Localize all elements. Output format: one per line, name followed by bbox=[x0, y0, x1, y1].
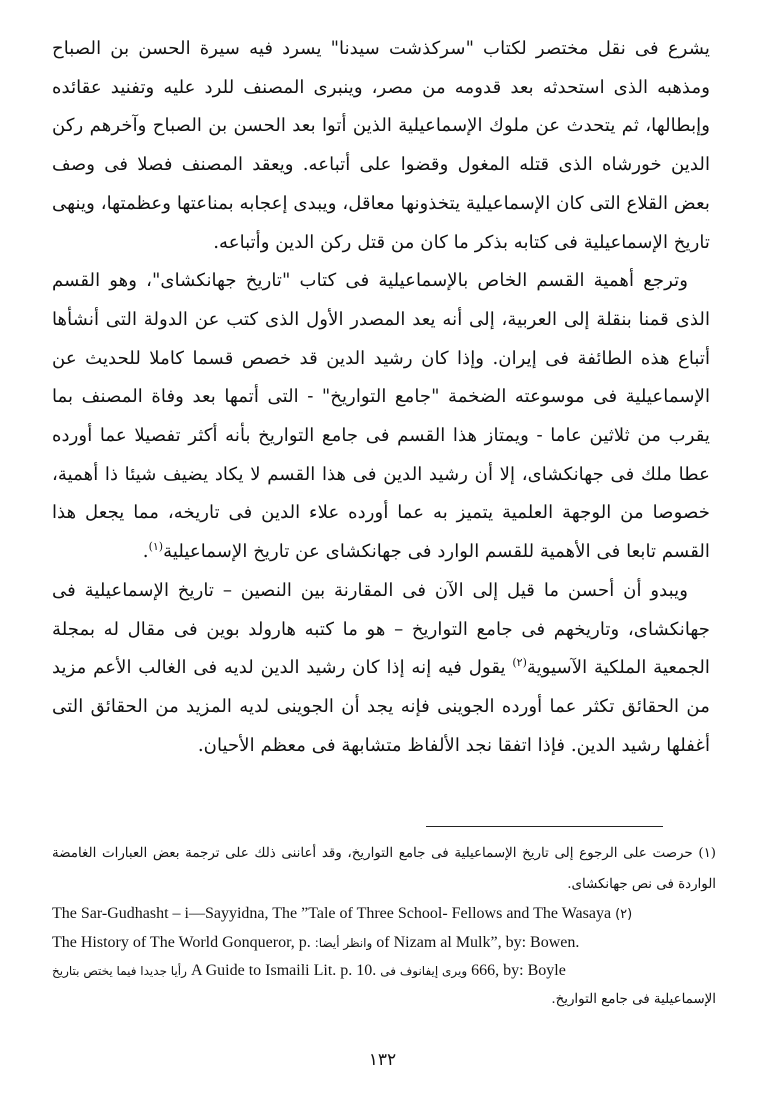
paragraph-2: وترجع أهمية القسم الخاص بالإسماعيلية فى كتاب "تاريخ جهانكشاى"، وهو القسم الذى قمنا بنقلة إلى العربية، إلى أنه يعد المصدر الأول الذى كتب عن الدولة التى أنشأها أتباع هذه الطائفة فى إيران. وإذا كان رشيد الدين قد خصص قسما كاملا للحديث عن الإسماعيلية فى موسوعته الضخمة "جامع التواريخ" - التى أتمها بعد وفاة المصنف بما يقرب من ثلاثين عاما - ويمتاز هذا القسم فى جامع التواريخ بأنه أكثر تفصيلا عما أورده عطا ملك فى جهانكشاى، إلا أن رشيد الدين فى هذا القسم لا يكاد يضيف شيئا ذا أهمية، خصوصا من الوجهة العلمية يتميز به عما أورده علاء الدين فى تاريخه، مما يجعل هذا القسم تابعا فى الأهمية للقسم الوارد فى جهانكشاى عن تاريخ الإسماعيلية$^{(١)}$. bbox=[52, 270, 710, 563]
footnote-2-line-4: الإسماعيلية فى جامع التواريخ. bbox=[551, 992, 716, 1007]
footnote-2-text-3-end: 666, by: Boyle bbox=[471, 962, 566, 979]
footnote-2-text-2b: of Nizam al Mulk”, by: Bowen. bbox=[376, 934, 580, 951]
footnote-1: (١) حرصت على الرجوع إلى تاريخ الإسماعيلية فى جامع التواريخ، وقد أعاننى ذلك على ترجمة بعض العبارات الغامضة الواردة فى نص جهانكشاى. bbox=[52, 846, 716, 892]
footnote-2-text-1: The Sar-Gudhasht – i—Sayyidna, The ”Tale of Three School- Fellows and The Wasaya bbox=[52, 905, 612, 922]
paragraph-3-text-b: يقول فيه إنه إذا كان رشيد الدين لديه فى الغالب الأعم مزيد من الحقائق تكثر عما أورده الجوينى فإنه يجد أن الجوينى لديه المزيد من الحقائق التى أغفلها رشيد الدين. فإذا اتفقا نجد الألفاظ متشابهة فى معظم الأحيان. bbox=[52, 657, 710, 756]
footnote-2-line-2 bbox=[52, 929, 716, 957]
footnote-2-marker: (٢) bbox=[615, 907, 633, 922]
page-number: ١٣٢ bbox=[368, 1050, 397, 1070]
footnote-ref-2: (٢) bbox=[512, 656, 527, 670]
footnote-ref-1: (١) bbox=[148, 540, 164, 554]
footnote-2-line-1 bbox=[52, 900, 716, 929]
paragraph-1: يشرع فى نقل مختصر لكتاب "سركذشت سيدنا" يسرد فيه سيرة الحسن بن الصباح ومذهبه الذى استحدثه بعد قدومه من مصر، وينبرى المصنف للرد عليه وتفنيد عقائده وإبطالها، ثم يتحدث عن ملوك الإسماعيلية الذين أتوا بعد الحسن بن الصباح وآخرهم ركن الدين خورشاه الذى قتله المغول وقضوا على أتباعه. ويعقد المصنف فصلا فى وصف بعض القلاع التى كان الإسماعيلية يتخذونها معاقل، ويبدى إعجابه بمناعتها وعظمتها، وينهى تاريخ الإسماعيلية فى كتابه بذكر ما كان من قتل ركن الدين وأتباعه. bbox=[52, 38, 710, 253]
main-text-block bbox=[52, 30, 710, 765]
footnote-2-text-3-ar: رأيا جديدا فيما يختص بتاريخ bbox=[52, 964, 187, 978]
paragraph-3 bbox=[52, 572, 710, 766]
paragraph-3-text-a: ويبدو أن أحسن ما قيل إلى الآن فى المقارنة بين النصين – تاريخ الإسماعيلية فى جهانكشاى، وتاريخهم فى جامع التواريخ – هو ما كتبه هارولد بوين فى مقال له بمجلة الجمعية الملكية الآسيوية bbox=[52, 579, 710, 679]
footnote-2-text-3-ltr: A Guide to Ismaili Lit. p. 10. bbox=[190, 962, 377, 979]
paragraph-2-text: وترجع أهمية القسم الخاص بالإسماعيلية فى كتاب "تاريخ جهانكشاى"، وهو القسم الذى قمنا بنقلة إلى العربية، إلى أنه يعد المصدر الأول الذى كتب عن الدولة التى أنشأها أتباع هذه الطائفة فى إيران. وإذا كان رشيد الدين قد خصص قسما كاملا للحديث عن الإسماعيلية فى موسوعته الضخمة "جامع التواريخ" - التى أتمها بعد وفاة المصنف بما يقرب من ثلاثين عاما - ويمتاز هذا القسم فى جامع التواريخ بأنه أكثر تفصيلا عما أورده عطا ملك فى جهانكشاى، إلا أن رشيد الدين فى هذا القسم لا يكاد يضيف شيئا ذا أهمية، خصوصا من الوجهة العلمية يتميز به عما أورده علاء الدين فى تاريخه، مما يجعل هذا القسم تابعا فى الأهمية للقسم الوارد فى جهانكشاى عن تاريخ الإسماعيلية bbox=[52, 270, 710, 563]
footnote-2-text-2-ar: وانظر أيضا: bbox=[314, 936, 373, 950]
footnote-2-line-3 bbox=[52, 957, 716, 985]
footnote-divider bbox=[426, 826, 663, 827]
footnote-2-text-3-ar2: ويرى إيفانوف فى bbox=[380, 964, 468, 978]
footnote-2-text-2a: The History of The World Gonqueror, p. bbox=[52, 934, 311, 951]
footnotes bbox=[52, 838, 716, 1015]
